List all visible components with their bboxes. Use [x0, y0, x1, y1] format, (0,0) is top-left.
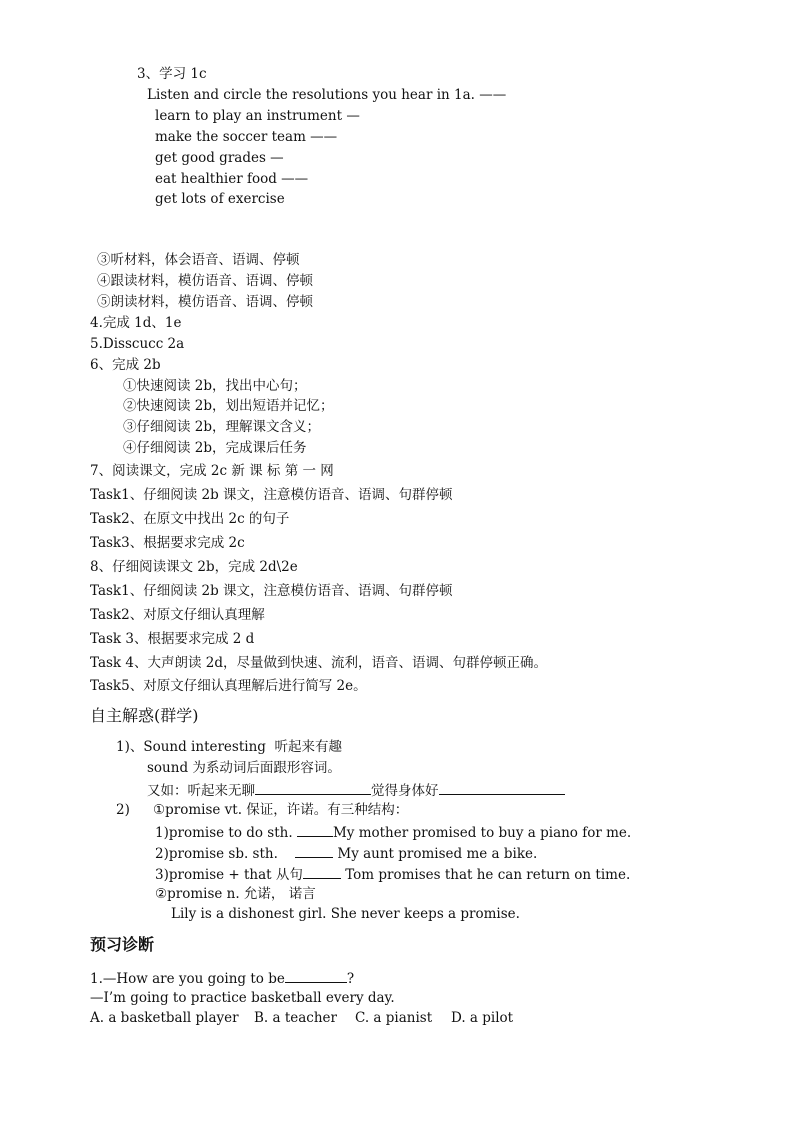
part8-title: 8、仔细阅读课文 2b，完成 2d\2e [90, 559, 298, 575]
promise-structure [155, 822, 631, 842]
promise-noun: ②promise n. 允诺， 诺言 [155, 886, 316, 902]
option-b: B. a teacher [254, 1010, 338, 1026]
answer-blank[interactable] [285, 968, 347, 983]
resolution-item: get lots of exercise [155, 191, 285, 207]
section-1c-instruction: Listen and circle the resolutions you hear in 1a. —— [147, 87, 507, 103]
example-text-b: 觉得身体好 [371, 783, 439, 799]
self-study-item1-example [147, 780, 565, 800]
resolution-item: learn to play an instrument — [155, 108, 360, 124]
structure-example: Tom promises that he can return on time. [340, 867, 631, 883]
resolution-item: make the soccer team —— [155, 129, 338, 145]
resolution-item: eat healthier food —— [155, 171, 309, 187]
diagnosis-heading: 预习诊断 [90, 935, 155, 954]
option-a: A. a basketball player [90, 1010, 239, 1026]
answer-blank[interactable] [297, 822, 333, 837]
part7-task: Task3、根据要求完成 2c [90, 535, 245, 551]
answer-blank[interactable] [295, 843, 333, 858]
part7-task: Task1、仔细阅读 2b 课文，注意模仿语音、语调、句群停顿 [90, 487, 453, 503]
task-line: 6、完成 2b [90, 357, 161, 373]
task-line: 4.完成 1d、1e [90, 315, 182, 331]
example-text-a: 又如：听起来无聊 [147, 783, 255, 799]
part8-task: Task1、仔细阅读 2b 课文，注意模仿语音、语调、句群停顿 [90, 583, 453, 599]
promise-structure [155, 864, 630, 884]
option-d: D. a pilot [451, 1010, 514, 1026]
section-1c-title: 3、学习 1c [137, 66, 207, 82]
part8-task: Task 4、大声朗读 2d，尽量做到快速、流利，语音、语调、句群停顿正确。 [90, 655, 548, 671]
structure-example: My mother promised to buy a piano for me. [332, 825, 632, 841]
promise-structure [155, 843, 537, 863]
reading-step: ①快速阅读 2b，找出中心句； [123, 378, 307, 394]
answer-blank[interactable] [303, 864, 341, 879]
self-study-item1-title: 1)、Sound interesting 听起来有趣 [116, 739, 343, 755]
question-end: ? [346, 971, 355, 987]
reading-step: ④仔细阅读 2b，完成课后任务 [123, 440, 307, 456]
promise-noun-example: Lily is a dishonest girl. She never keeps a promise. [171, 906, 520, 922]
part7-title: 7、阅读课文，完成 2c 新 课 标 第 一 网 [90, 463, 334, 479]
answer-blank[interactable] [255, 780, 371, 795]
part8-task: Task2、对原文仔细认真理解 [90, 607, 265, 623]
structure-text: 3)promise + that 从句 [155, 867, 303, 883]
option-c: C. a pianist [355, 1010, 433, 1026]
part8-task: Task 3、根据要求完成 2 d [90, 631, 255, 647]
question-1-answer: —I’m going to practice basketball every day. [90, 990, 395, 1006]
part8-task: Task5、对原文仔细认真理解后进行简写 2e。 [90, 678, 367, 694]
part7-task: Task2、在原文中找出 2c 的句子 [90, 511, 290, 527]
structure-text: 2)promise sb. sth. [155, 846, 278, 862]
question-1 [90, 968, 354, 988]
structure-example: My aunt promised me a bike. [333, 846, 538, 862]
resolution-item: get good grades — [155, 150, 284, 166]
question-text: 1.—How are you going to be [90, 971, 285, 987]
self-study-item2-title: ①promise vt. 保证，许诺。有三种结构： [153, 802, 409, 818]
listening-step: ④跟读材料，模仿语音、语调、停顿 [97, 273, 313, 289]
self-study-item1-note: sound 为系动词后面跟形容词。 [147, 760, 341, 776]
self-study-item2-num: 2) [116, 802, 130, 818]
answer-blank[interactable] [439, 780, 565, 795]
task-line: 5.Disscucc 2a [90, 336, 185, 352]
reading-step: ③仔细阅读 2b，理解课文含义； [123, 419, 321, 435]
self-study-heading: 自主解惑(群学) [90, 706, 199, 725]
listening-step: ⑤朗读材料，模仿语音、语调、停顿 [97, 294, 313, 310]
structure-text: 1)promise to do sth. [155, 825, 293, 841]
listening-step: ③听材料，体会语音、语调、停顿 [97, 252, 300, 268]
reading-step: ②快速阅读 2b，划出短语并记忆； [123, 398, 334, 414]
